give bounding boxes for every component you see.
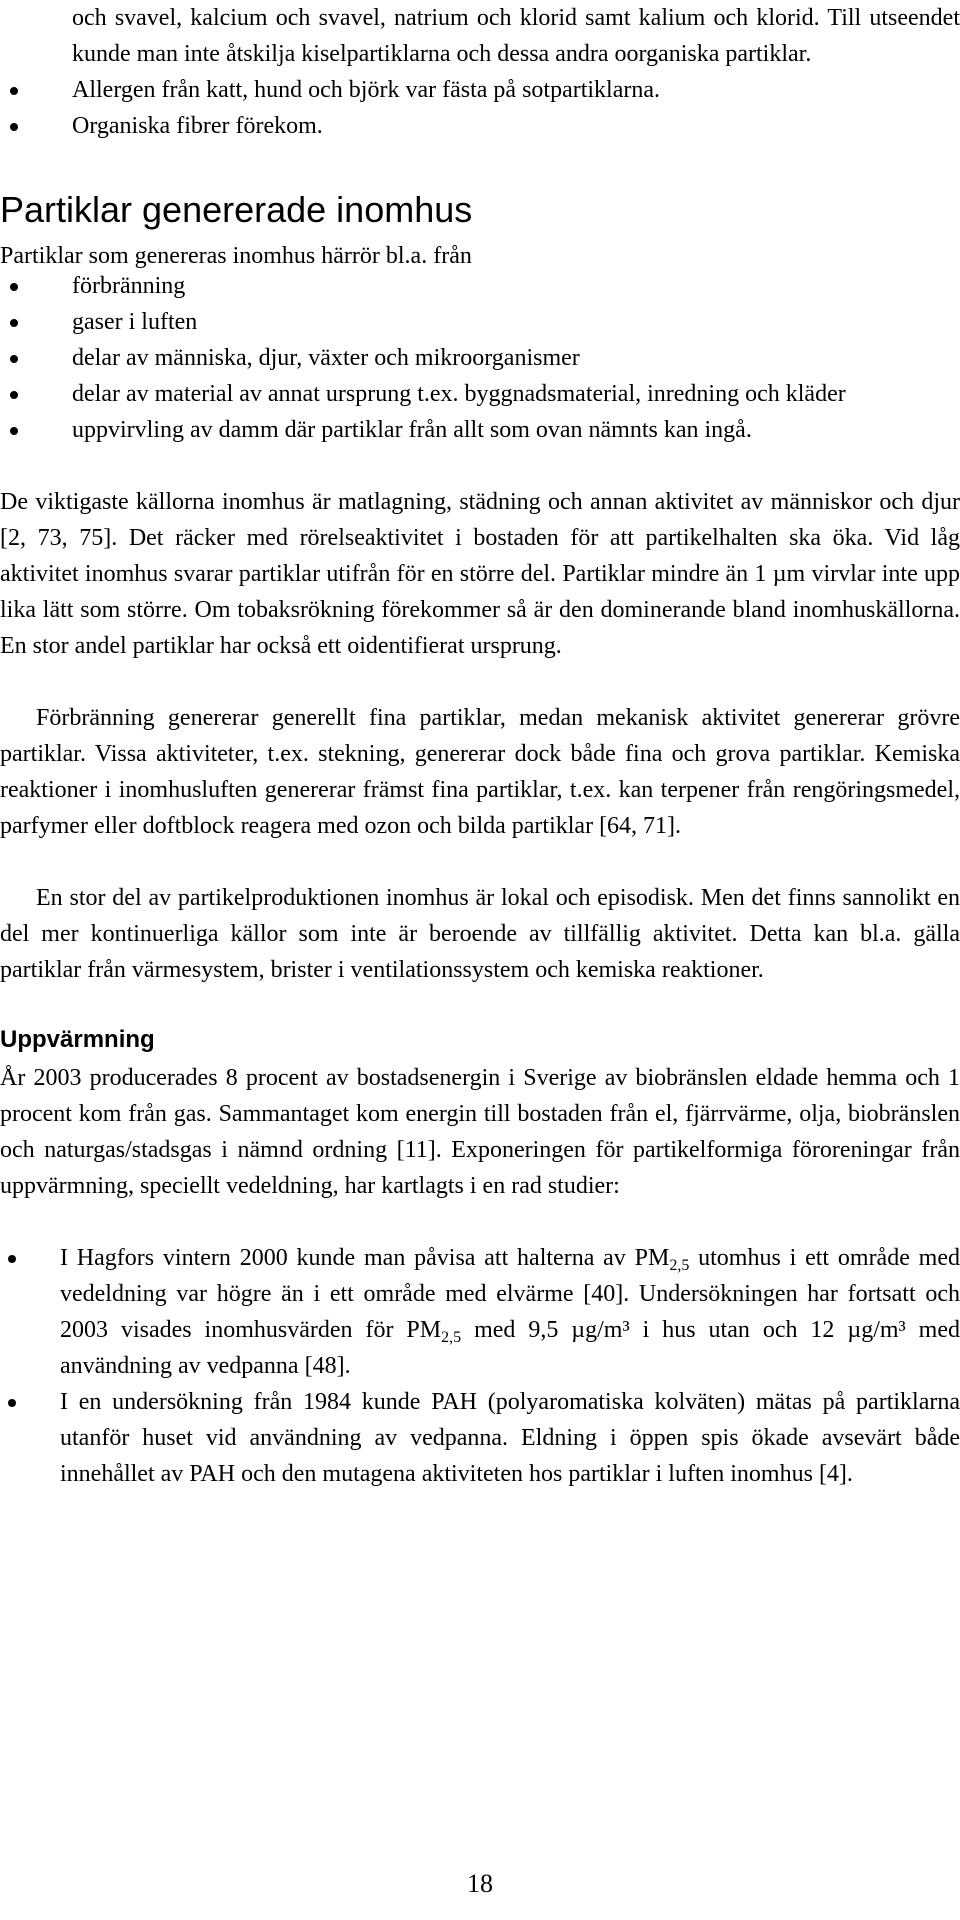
list-item-text: förbränning [72,273,186,299]
list-item-text: uppvirvling av damm där partiklar från allt som ovan nämnts kan ingå. [72,417,752,443]
list-item [0,268,960,304]
list-item-text: I en undersökning från 1984 kunde PAH (polyaromatiska kolväten) mätas på partiklarna utanför huset vid användning av vedpanna. Eldning i öppen spis ökade avsevärt både innehållet av PAH och den mutagena aktiviteten hos partiklar i luften inomhus [4]. [60,1389,960,1487]
bullet-icon [8,1255,16,1263]
list-item [0,0,960,72]
subscript: 2,5 [669,1257,690,1274]
intro-text: Partiklar som genereras inomhus härrör bl.a. från [0,243,472,269]
paragraph: År 2003 producerades 8 procent av bostadsenergin i Sverige av biobränslen eldade hemma och 1 procent kom från gas. Sammantaget kom energin till bostaden från el, fjärrvärme, olja, biobränslen och naturgas/stadsgas i nämnd ordning [11]. Exponeringen för partikelformiga föroreningar från uppvärmning, speciellt vedeldning, har kartlagts i en rad studier: [0,1065,960,1199]
text-segment: med 9,5 µg/m³ i hus utan och 12 µg/m³ med användning av vedpanna [48]. [60,1317,960,1379]
list-item-text: Allergen från katt, hund och björk var fästa på sotpartiklarna. [72,77,661,103]
list-item [0,304,960,340]
list-item-text: gaser i luften [72,309,198,335]
section-heading-heating: Uppvärmning [0,1026,155,1053]
list-item [0,108,960,144]
section-heading-indoor: Partiklar genererade inomhus [0,189,473,230]
list-item [0,412,960,448]
text-segment: I Hagfors vintern 2000 kunde man påvisa att halterna av PM [60,1245,670,1271]
indoor-paragraph-2 [0,700,960,844]
heating-paragraph-1 [0,1060,960,1204]
bullet-icon [8,1399,16,1407]
bullet-icon [10,87,18,95]
text-segment: utomhus i ett område med vedeldning var högre än i ett område med elvärme [40]. Undersökningen har fortsatt och 2003 visades inomhusvärden för PM [60,1245,960,1343]
indoor-paragraph-3 [0,880,960,988]
list-item-text: Organiska fibrer förekom. [72,113,323,139]
list-item-text: delar av material av annat ursprung t.ex. byggnadsmaterial, inredning och kläder [72,381,846,407]
list-item [0,1384,960,1492]
bullet-icon [10,319,18,327]
top-list [0,0,960,144]
list-item [0,376,960,412]
bullet-icon [10,391,18,399]
bullet-icon [10,355,18,363]
paragraph: En stor del av partikelproduktionen inomhus är lokal och episodisk. Men det finns sannolikt en del mer kontinuerliga källor som inte är beroende av tillfällig aktivitet. Detta kan bl.a. gälla partiklar från värmesystem, brister i ventilationssystem och kemiska reaktioner. [0,885,960,983]
bullet-icon [10,123,18,131]
indoor-paragraph-1 [0,484,960,664]
subscript: 2,5 [441,1329,462,1346]
indoor-sources-list [0,268,960,448]
list-item-text: delar av människa, djur, växter och mikroorganismer [72,345,580,371]
list-item [0,72,960,108]
page-number: 18 [467,1869,493,1898]
list-item [0,1240,960,1384]
list-item [0,340,960,376]
list-item-text [60,1245,960,1379]
bullet-icon [10,427,18,435]
paragraph: De viktigaste källorna inomhus är matlagning, städning och annan aktivitet av människor och djur [2, 73, 75]. Det räcker med rörelseaktivitet i bostaden för att partikelhalten ska öka. Vid låg aktivitet inomhus svarar partiklar utifrån för en större del. Partiklar mindre än 1 µm virvlar inte upp lika lätt som större. Om tobaksrökning förekommer så är den dominerande bland inomhuskällorna. En stor andel partiklar har också ett oidentifierat ursprung. [0,489,960,659]
list-item-text: och svavel, kalcium och svavel, natrium och klorid samt kalium och klorid. Till utseendet kunde man inte åtskilja kiselpartiklarna och dessa andra oorganiska partiklar. [72,5,960,67]
heating-studies-list [0,1240,960,1492]
paragraph: Förbränning genererar generellt fina partiklar, medan mekanisk aktivitet genererar grövre partiklar. Vissa aktiviteter, t.ex. stekning, genererar dock både fina och grova partiklar. Kemiska reaktioner i inomhusluften genererar främst fina partiklar, t.ex. kan terpener från rengöringsmedel, parfymer eller doftblock reagera med ozon och bilda partiklar [64, 71]. [0,705,960,839]
bullet-icon [10,283,18,291]
